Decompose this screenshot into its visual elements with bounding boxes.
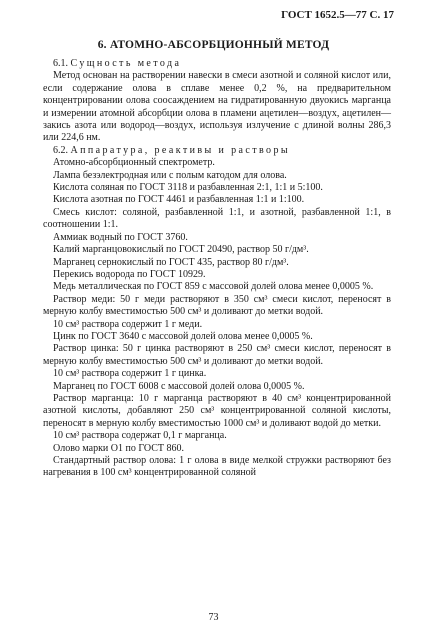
section-number: 6.1. xyxy=(53,58,68,69)
list-item: Медь металлическая по ГОСТ 859 с массовой долей олова менее 0,0005 %. xyxy=(53,281,374,293)
list-item: Раствор марганца: 10 г марганца растворяют в 40 см³ концентрированной азотной кислоты, добавляют 250 см³ концентрированной соляной кислоты, переносят в мерную колбу вместимостью 1000 см³ и доливают водой до метки. xyxy=(43,392,391,429)
list-item: Калий марганцовокислый по ГОСТ 20490, раствор 50 г/дм³. xyxy=(53,244,309,256)
list-item: Стандартный раствор олова: 1 г олова в виде мелкой стружки растворяют без нагревания в 100 см³ концентрированной соляной xyxy=(43,455,391,479)
list-item: Лампа безэлектродная или с полым катодом для олова. xyxy=(53,169,287,181)
list-item: Атомно-абсорбционный спектрометр. xyxy=(53,157,215,169)
paragraph: Метод основан на растворении навески в смеси азотной и соляной кислот или, если содержание олова в сплаве менее 0,2 %, на предварительном концентрировании олова соосаждением на гидратированную двуокись марганца и измерении атомной абсорбции олова в пламени ацетилен—воздух, ацетилен—закись азота или водород—воздух, используя излучение с длиной волны 286,3 или 224,6 нм. xyxy=(43,70,391,144)
list-item: Кислота соляная по ГОСТ 3118 и разбавленная 2:1, 1:1 и 5:100. xyxy=(53,182,323,194)
section-title: 6. АТОМНО-АБСОРБЦИОННЫЙ МЕТОД xyxy=(97,39,330,51)
list-item: Перекись водорода по ГОСТ 10929. xyxy=(53,268,206,280)
section-6-1-heading xyxy=(43,58,391,70)
list-item: 10 см³ раствора содержат 0,1 г марганца. xyxy=(53,430,227,442)
list-item: Марганец сернокислый по ГОСТ 435, раствор 80 г/дм³. xyxy=(53,256,289,268)
section-heading-text: Аппаратура, реактивы и растворы xyxy=(70,144,290,156)
list-item: 10 см³ раствора содержит 1 г цинка. xyxy=(53,368,207,380)
section-6-2-heading xyxy=(43,145,391,157)
section-heading-text: Сущность метода xyxy=(70,58,182,69)
list-item: 10 см³ раствора содержит 1 г меди. xyxy=(53,318,203,330)
page-number: 73 xyxy=(208,612,219,623)
list-item: Аммиак водный по ГОСТ 3760. xyxy=(53,231,188,243)
list-item: Кислота азотная по ГОСТ 4461 и разбавленная 1:1 и 1:100. xyxy=(53,194,305,206)
section-number: 6.2. xyxy=(53,144,68,156)
list-item: Цинк по ГОСТ 3640 с массовой долей олова менее 0,0005 %. xyxy=(53,330,313,342)
page-header: ГОСТ 1652.5—77 С. 17 xyxy=(281,9,394,21)
list-item: Раствор меди: 50 г меди растворяют в 350 см³ смеси кислот, переносят в мерную колбу вместимостью 500 см³ и доливают до метки водой. xyxy=(43,293,391,318)
list-item: Марганец по ГОСТ 6008 с массовой долей олова 0,0005 %. xyxy=(53,380,305,392)
list-item: Олово марки О1 по ГОСТ 860. xyxy=(53,442,185,454)
list-item: Раствор цинка: 50 г цинка растворяют в 250 см³ смеси кислот, переносят в мерную колбу вместимостью 500 см³ и доливают до метки водой. xyxy=(43,343,391,367)
document-body xyxy=(43,58,391,480)
list-item: Смесь кислот: соляной, разбавленной 1:1, и азотной, разбавленной 1:1, в соотношении 1:1. xyxy=(43,206,391,231)
